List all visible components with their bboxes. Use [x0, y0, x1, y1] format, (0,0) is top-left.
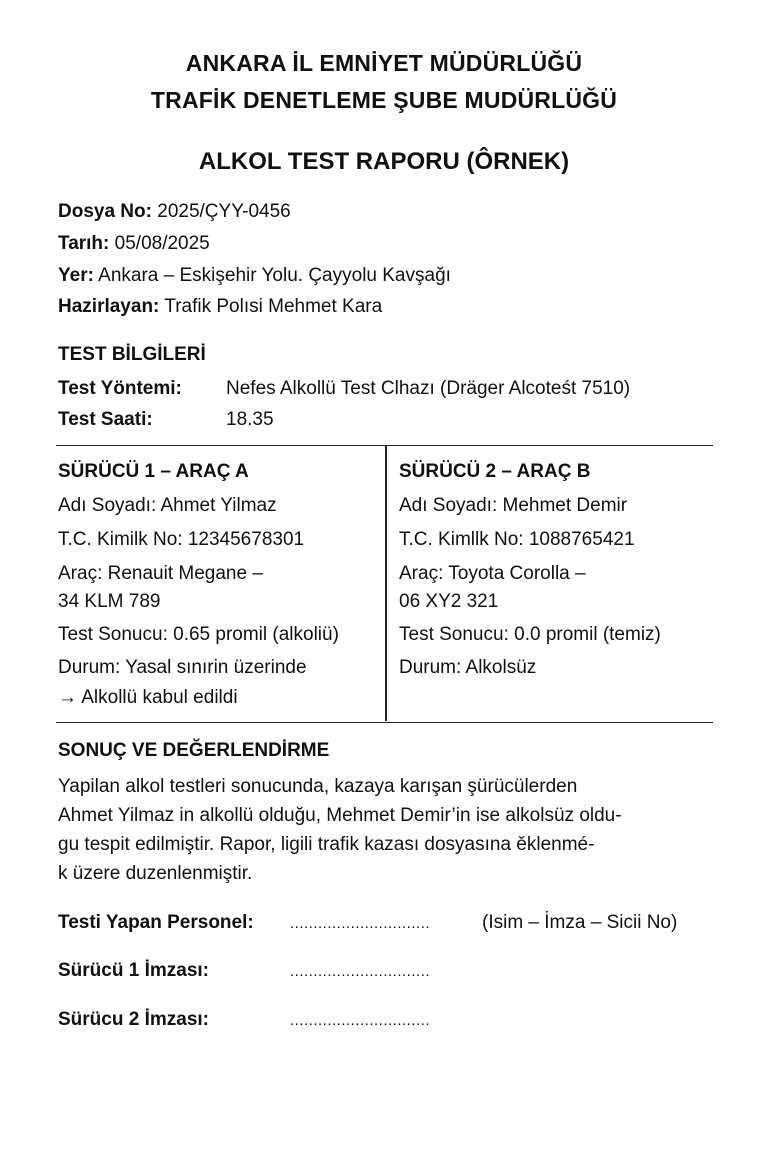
conclusion-paragraph [58, 772, 718, 888]
hazirlayan-label: Hazirlayan: [58, 296, 160, 317]
conclusion-line-1: Yapilan alkol testleri sonucunda, kazaya karışan şürücülerden [58, 776, 578, 797]
conclusion-line-3: gu tespit edilmiştir. Rapor, ligili trafik kazası dosyasına ěklenmé- [58, 834, 595, 855]
yontem-value: Nefes Alkollü Test Clhazı (Dräger Alcoteśt 7510) [226, 378, 631, 399]
driver1-status-line1: Durum: Yasal sınırin üzerinde [58, 657, 307, 678]
driver2-result: Test Sonucu: 0.0 promil (temiz) [399, 624, 661, 645]
driver1-vehicle-line2: 34 KLM 789 [58, 591, 161, 612]
yer-value: Ankara – Eskişehir Yolu. Çayyolu Kavşağı [98, 265, 451, 286]
table-divider [385, 446, 387, 721]
dosya-value: 2025/ÇYY-0456 [157, 201, 291, 222]
driver2-signature-label: Sürücu 2 İmzası: [58, 1009, 209, 1030]
tarih-value: 05/08/2025 [114, 233, 210, 254]
header-line-2: TRAFİK DENETLEME ŞUBE MUDÜRLÜĞÜ [150, 87, 618, 113]
driver2-signature-line: .............................. [290, 1012, 431, 1029]
report-title: ALKOL TEST RAPORU (ÔRNEK) [198, 148, 570, 175]
driver2-tc: T.C. Kimllk No: 1088765421 [399, 529, 635, 550]
header-line-1: ANKARA İL EMNİYET MÜDÜRLÜĞÜ [185, 50, 583, 76]
driver2-heading: SÜRÜCÜ 2 – ARAÇ B [399, 461, 591, 482]
yer-row [58, 265, 451, 287]
saat-value: 18.35 [226, 409, 274, 430]
driver1-vehicle-line1: Araç: Renauit Megane – [58, 563, 263, 584]
tarih-label: Tarıh: [58, 233, 110, 254]
driver2-vehicle-line1: Araç: Toyota Corolla – [399, 563, 586, 584]
personel-signature-note: (Isim – İmza – Sicii No) [482, 912, 678, 933]
driver2-name: Adı Soyadı: Mehmet Demir [399, 495, 628, 516]
driver1-signature-label: Sürücü 1 İmzası: [58, 960, 209, 981]
driver1-status-line2: → Alkollü kabul edildi [58, 687, 238, 708]
driver1-name: Adı Soyadı: Ahmet Yilmaz [58, 495, 277, 516]
dosya-row [58, 201, 291, 223]
conclusion-line-4: k üzere duzenlenmiştir. [58, 863, 253, 884]
driver1-result: Test Sonucu: 0.65 promil (alkoliü) [58, 624, 339, 645]
tarih-row [58, 233, 210, 255]
dosya-label: Dosya No: [58, 201, 152, 222]
saat-label: Test Saati: [58, 409, 153, 430]
hazirlayan-row [58, 296, 382, 318]
driver2-status-line1: Durum: Alkolsüz [399, 657, 537, 678]
hazirlayan-value: Trafik Polısi Mehmet Kara [164, 296, 383, 317]
driver2-vehicle-line2: 06 XY2 321 [399, 591, 499, 612]
conclusion-line-2: Ahmet Yilmaz in alkollü olduğu, Mehmet Demir’in ise alkolsüz oldu- [58, 805, 622, 826]
yontem-label: Test Yöntemi: [58, 378, 182, 399]
personel-signature-line: .............................. [290, 915, 431, 932]
driver1-tc: T.C. Kimilk No: 12345678301 [58, 529, 305, 550]
driver1-heading: SÜRÜCÜ 1 – ARAÇ A [58, 461, 249, 482]
conclusion-title: SONUÇ VE DEĞERLENDİRME [58, 740, 330, 761]
yer-label: Yer: [58, 265, 94, 286]
test-section-title: TEST BİLGİLERİ [58, 344, 206, 365]
driver1-signature-line: .............................. [290, 963, 431, 980]
personel-signature-label: Testi Yapan Personel: [58, 912, 254, 933]
